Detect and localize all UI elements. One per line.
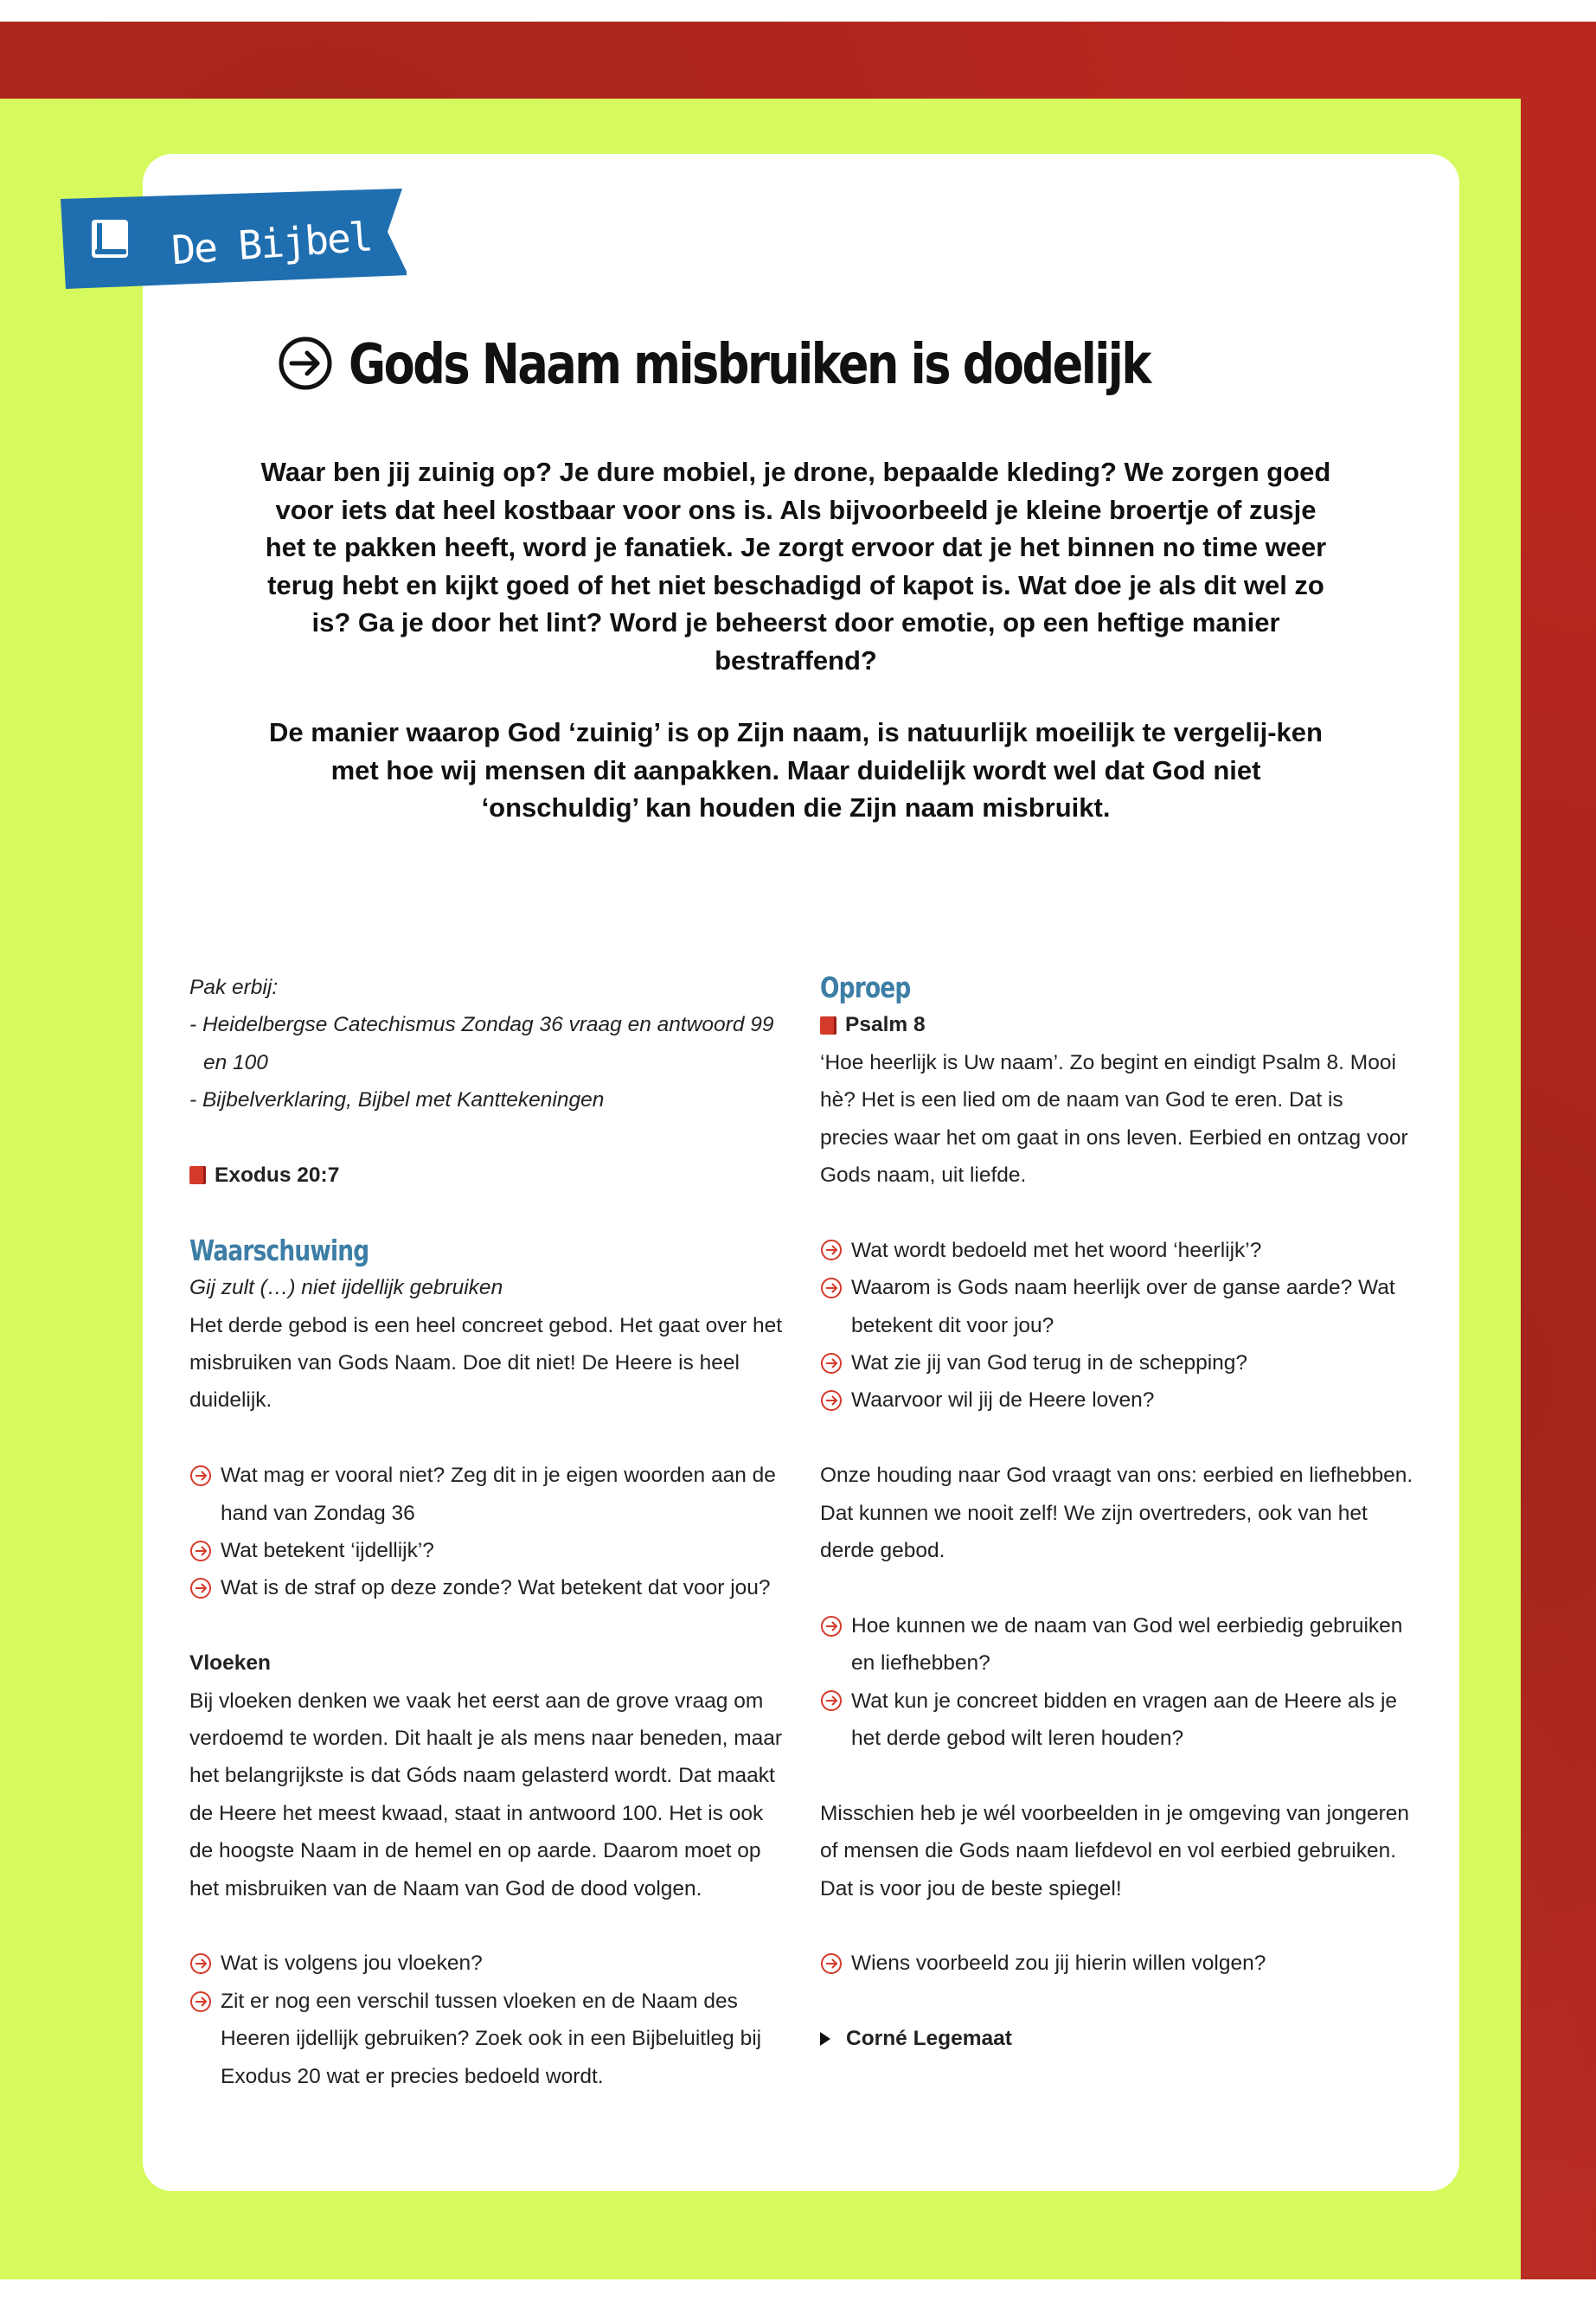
arrow-circle-icon (189, 1945, 212, 1982)
question-item (189, 1569, 786, 1606)
question-text: Wat kun je concreet bidden en vragen aan de Heere als je het derde gebod wilt leren houden? (851, 1689, 1398, 1751)
arrow-circle-icon (278, 336, 333, 395)
arrow-circle-icon (189, 1457, 212, 1494)
left-column (189, 969, 786, 2095)
question-item (820, 1344, 1417, 1381)
arrow-circle-icon (820, 1607, 843, 1644)
arrow-circle-icon (189, 1569, 212, 1606)
section-heading: Waarschuwing (189, 1233, 369, 1267)
question-text: Hoe kunnen we de naam van God wel eerbiedig gebruiken en liefhebben? (851, 1613, 1403, 1676)
body-paragraph: ‘Hoe heerlijk is Uw naam’. Zo begint en eindigt Psalm 8. Mooi hè? Het is een lied om de naam van God te eren. Dat is precies waar het om gaat in ons leven. Eerbied en ontzag voor Gods naam, uit liefde. (820, 1050, 1408, 1187)
question-text: Wat is volgens jou vloeken? (221, 1952, 483, 1976)
question-text: Waarvoor wil jij de Heere loven? (851, 1388, 1155, 1413)
body-paragraph: Bij vloeken denken we vaak het eerst aan de grove vraag om verdoemd te worden. Dit haalt je als mens naar beneden, maar het belangrijkste is dat Góds naam gelasterd wordt. Dat maakt de Heere het meest kwaad, staat in antwoord 100. Het is ook de hoogste Naam in de hemel en op aarde. Daarom moet op het misbruiken van de Naam van God de dood volgen. (189, 1689, 783, 1900)
triangle-icon (820, 2032, 830, 2046)
arrow-circle-icon (820, 1232, 843, 1269)
question-item (820, 1232, 1417, 1269)
author-credit (820, 2020, 1417, 2057)
pak-erbij-item: - Bijbelverklaring, Bijbel met Kanttekeningen (189, 1088, 605, 1112)
arrow-circle-icon (820, 1381, 843, 1419)
body-paragraph: Het derde gebod is een heel concreet gebod. Het gaat over het misbruiken van Gods Naam. Doe dit niet! De Heere is heel duidelijk. (189, 1313, 783, 1413)
bible-quote: Gij zult (…) niet ijdellijk gebruiken (189, 1276, 503, 1300)
intro-paragraph-1: Waar ben jij zuinig op? Je dure mobiel, je drone, bepaalde kleding? We zorgen goed voor iets dat heel kostbaar voor ons is. Als bijvoorbeeld je kleine broertje of zusje het te pakken heeft, word je fanatiek. Je zorgt ervoor dat je het binnen no time weer terug hebt en kijkt goed of het niet beschadigd of kapot is. Wat doe je als dit wel zo is? Ga je door het lint? Word je beheerst door emotie, op een heftige manier bestraffend? (260, 457, 1331, 676)
question-item (820, 1607, 1417, 1682)
section-heading: Oproep (820, 971, 911, 1004)
bible-reference (189, 1157, 786, 1194)
arrow-circle-icon (820, 1344, 843, 1381)
arrow-circle-icon (820, 1945, 843, 1982)
page-title (143, 322, 1459, 408)
arrow-circle-icon (820, 1269, 843, 1306)
pak-erbij-item: - Heidelbergse Catechismus Zondag 36 vraag en antwoord 99 (189, 1013, 774, 1037)
question-item (820, 1269, 1417, 1344)
question-item (820, 1945, 1417, 1982)
question-item (189, 1457, 786, 1532)
question-item (189, 1983, 786, 2095)
bible-book-icon (189, 1166, 206, 1184)
bible-book-icon (820, 1016, 836, 1035)
arrow-circle-icon (189, 1532, 212, 1569)
pak-erbij-label: Pak erbij: (189, 976, 279, 999)
question-text: Zit er nog een verschil tussen vloeken en de Naam des Heeren ijdellijk gebruiken? Zoek ook in een Bijbeluitleg bij Exodus 20 wat er precies bedoeld wordt. (221, 1989, 762, 2088)
arrow-circle-icon (820, 1682, 843, 1720)
question-text: Waarom is Gods naam heerlijk over de ganse aarde? Wat betekent dit voor jou? (851, 1276, 1395, 1337)
arrow-circle-icon (189, 1983, 212, 2020)
question-item (820, 1682, 1417, 1758)
body-paragraph: Onze houding naar God vraagt van ons: eerbied en liefhebben. Dat kunnen we nooit zelf! We zijn overtreders, ook van het derde gebod. (820, 1464, 1413, 1563)
author-name: Corné Legemaat (846, 2027, 1012, 2051)
title-text: Gods Naam misbruiken is dodelijk (348, 333, 1150, 397)
body-paragraph: Misschien heb je wél voorbeelden in je omgeving van jongeren of mensen die Gods naam liefdevol en vol eerbied gebruiken. Dat is voor jou de beste spiegel! (820, 1801, 1409, 1900)
subheading: Vloeken (189, 1651, 271, 1676)
bible-reference-text: Psalm 8 (845, 1013, 926, 1037)
question-text: Wat mag er vooral niet? Zeg dit in je eigen woorden aan de hand van Zondag 36 (221, 1464, 776, 1525)
question-text: Wat betekent ‘ijdellijk’? (221, 1539, 434, 1563)
section-banner (61, 189, 506, 289)
question-text: Wat is de straf op deze zonde? Wat betekent dat voor jou? (221, 1576, 771, 1600)
question-text: Wat wordt bedoeld met het woord ‘heerlijk’? (851, 1238, 1262, 1262)
pak-erbij-item-cont: en 100 (203, 1050, 268, 1074)
right-column (820, 969, 1417, 2058)
question-text: Wat zie jij van God terug in de schepping? (851, 1351, 1248, 1375)
question-item (189, 1945, 786, 1982)
bible-reference (820, 1006, 1417, 1043)
intro-paragraph-2: De manier waarop God ‘zuinig’ is op Zijn naam, is natuurlijk moeilijk te vergelij-ken met hoe wij mensen dit aanpakken. Maar duidelijk wordt wel dat God niet ‘onschuldig’ kan houden die Zijn naam misbruikt. (269, 717, 1323, 824)
banner-label: De Bijbel erbij (170, 203, 506, 274)
question-item (189, 1532, 786, 1569)
question-item (820, 1381, 1417, 1419)
question-text: Wiens voorbeeld zou jij hierin willen volgen? (851, 1952, 1266, 1976)
bible-reference-text: Exodus 20:7 (215, 1163, 340, 1188)
